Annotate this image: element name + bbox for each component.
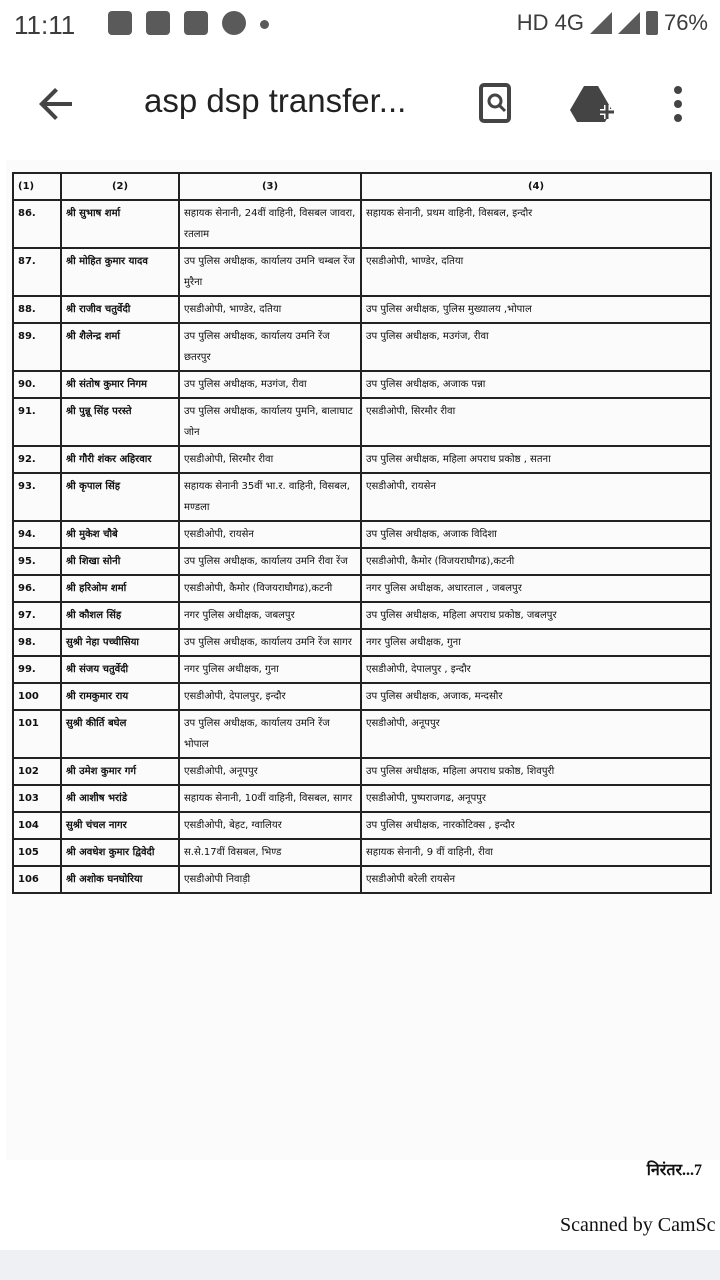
- signal-icon: [590, 12, 612, 34]
- table-row: [13, 521, 711, 548]
- table-row: [13, 323, 711, 371]
- cell-no: 89.: [13, 323, 61, 371]
- cell-no: 86.: [13, 200, 61, 248]
- cell-current: एसडीओपी, भाण्डेर, दतिया: [179, 296, 361, 323]
- cell-no: 95.: [13, 548, 61, 575]
- cell-name: सुश्री कीर्ति बघेल: [61, 710, 179, 758]
- cell-no: 97.: [13, 602, 61, 629]
- cell-new: सहायक सेनानी, 9 वीं वाहिनी, रीवा: [361, 839, 711, 866]
- status-bar: [0, 0, 720, 50]
- battery-icon: [646, 11, 658, 35]
- cell-no: 92.: [13, 446, 61, 473]
- cell-name: श्री कौशल सिंह: [61, 602, 179, 629]
- table-row: [13, 629, 711, 656]
- cell-new: उप पुलिस अधीक्षक, पुलिस मुख्यालय ,भोपाल: [361, 296, 711, 323]
- cell-current: एसडीओपी निवाड़ी: [179, 866, 361, 893]
- cell-name: श्री संजय चतुर्वेदी: [61, 656, 179, 683]
- cell-no: 93.: [13, 473, 61, 521]
- cell-current: उप पुलिस अधीक्षक, कार्यालय उमनि चम्बल रेंज मुरैना: [179, 248, 361, 296]
- add-to-drive-icon[interactable]: [566, 78, 618, 130]
- cell-name: श्री हरिओम शर्मा: [61, 575, 179, 602]
- cell-name: श्री शिखा सोनी: [61, 548, 179, 575]
- cell-name: श्री सुभाष शर्मा: [61, 200, 179, 248]
- back-arrow-icon[interactable]: [32, 80, 80, 128]
- column-header: (1): [13, 173, 61, 200]
- cell-no: 98.: [13, 629, 61, 656]
- cell-no: 105: [13, 839, 61, 866]
- cell-no: 101: [13, 710, 61, 758]
- table-row: [13, 785, 711, 812]
- app-bar: [0, 52, 720, 156]
- cell-name: श्री कृपाल सिंह: [61, 473, 179, 521]
- cell-new: सहायक सेनानी, प्रथम वाहिनी, विसबल, इन्दौर: [361, 200, 711, 248]
- more-notifications-icon: [260, 20, 269, 29]
- table-row: [13, 602, 711, 629]
- cell-current: एसडीओपी, सिरमौर रीवा: [179, 446, 361, 473]
- cell-current: सहायक सेनानी 35वीं भा.र. वाहिनी, विसबल, मण्डला: [179, 473, 361, 521]
- cell-current: एसडीओपी, देपालपुर, इन्दौर: [179, 683, 361, 710]
- cell-name: श्री शैलेन्द्र शर्मा: [61, 323, 179, 371]
- cell-no: 90.: [13, 371, 61, 398]
- status-time: 11:11: [14, 10, 76, 40]
- cell-name: श्री मुकेश चौबे: [61, 521, 179, 548]
- cell-new: एसडीओपी, सिरमौर रीवा: [361, 398, 711, 446]
- cell-current: एसडीओपी, बेहट, ग्वालियर: [179, 812, 361, 839]
- table-row: [13, 548, 711, 575]
- column-header: (2): [61, 173, 179, 200]
- network-type: HD 4G: [516, 10, 584, 35]
- cell-name: श्री रामकुमार राय: [61, 683, 179, 710]
- battery-percent: 76%: [663, 10, 708, 35]
- cell-current: उप पुलिस अधीक्षक, कार्यालय उमनि रेंज भोपाल: [179, 710, 361, 758]
- cell-new: एसडीओपी, भाण्डेर, दतिया: [361, 248, 711, 296]
- search-in-document-icon[interactable]: [470, 78, 522, 130]
- transfer-table: [12, 172, 712, 894]
- cell-name: श्री संतोष कुमार निगम: [61, 371, 179, 398]
- table-row: [13, 446, 711, 473]
- cell-current: उप पुलिस अधीक्षक, कार्यालय पुमनि, बालाघाट जोन: [179, 398, 361, 446]
- cell-current: सहायक सेनानी, 10वीं वाहिनी, विसबल, सागर: [179, 785, 361, 812]
- system-icons: [517, 10, 708, 36]
- cell-name: श्री अवधेश कुमार द्विवेदी: [61, 839, 179, 866]
- cell-name: श्री गौरी शंकर अहिरवार: [61, 446, 179, 473]
- cell-name: सुश्री चंचल नागर: [61, 812, 179, 839]
- table-row: [13, 248, 711, 296]
- cell-no: 96.: [13, 575, 61, 602]
- cell-no: 106: [13, 866, 61, 893]
- cell-name: सुश्री नेहा पच्चीसिया: [61, 629, 179, 656]
- youtube-icon: [184, 11, 208, 35]
- table-row: [13, 656, 711, 683]
- video-icon: [146, 11, 170, 35]
- cell-current: उप पुलिस अधीक्षक, कार्यालय उमनि रेंज छतरपुर: [179, 323, 361, 371]
- cell-name: श्री मोहित कुमार यादव: [61, 248, 179, 296]
- cell-current: उप पुलिस अधीक्षक, मउगंज, रीवा: [179, 371, 361, 398]
- table-row: [13, 758, 711, 785]
- cell-new: उप पुलिस अधीक्षक, अजाक पन्ना: [361, 371, 711, 398]
- more-options-icon[interactable]: [652, 78, 704, 130]
- cell-no: 102: [13, 758, 61, 785]
- messenger-icon: [222, 11, 246, 35]
- table-row: [13, 866, 711, 893]
- cell-new: एसडीओपी, देपालपुर , इन्दौर: [361, 656, 711, 683]
- cell-no: 88.: [13, 296, 61, 323]
- cell-current: उप पुलिस अधीक्षक, कार्यालय उमनि रेंज सागर: [179, 629, 361, 656]
- cell-current: स.से.17वीं विसबल, भिण्ड: [179, 839, 361, 866]
- cell-new: एसडीओपी बरेली रायसेन: [361, 866, 711, 893]
- cell-current: एसडीओपी, अनूपपुर: [179, 758, 361, 785]
- column-header: (3): [179, 173, 361, 200]
- notification-icons: [108, 11, 269, 35]
- cell-name: श्री अशोक घनघोरिया: [61, 866, 179, 893]
- table-row: [13, 398, 711, 446]
- signal-2-icon: [618, 12, 640, 34]
- table-row: [13, 683, 711, 710]
- table-row: [13, 371, 711, 398]
- cell-no: 100: [13, 683, 61, 710]
- cell-new: उप पुलिस अधीक्षक, अजाक, मन्दसौर: [361, 683, 711, 710]
- table-row: [13, 812, 711, 839]
- cell-current: एसडीओपी, रायसेन: [179, 521, 361, 548]
- cell-no: 99.: [13, 656, 61, 683]
- cell-name: श्री पुन्नू सिंह परस्ते: [61, 398, 179, 446]
- cell-new: उप पुलिस अधीक्षक, महिला अपराध प्रकोष्ठ, शिवपुरी: [361, 758, 711, 785]
- bottom-area: [0, 1250, 720, 1280]
- scanner-watermark: Scanned by CamSc: [560, 1214, 716, 1236]
- cell-no: 94.: [13, 521, 61, 548]
- cell-new: एसडीओपी, कैमोर (विजयराघौगढ),कटनी: [361, 548, 711, 575]
- cell-name: श्री आशीष भरांडे: [61, 785, 179, 812]
- document-title: asp dsp transfer...: [144, 82, 407, 119]
- cell-current: एसडीओपी, कैमोर (विजयराघौगढ),कटनी: [179, 575, 361, 602]
- cell-current: सहायक सेनानी, 24वीं वाहिनी, विसबल जावरा, रतलाम: [179, 200, 361, 248]
- cell-new: उप पुलिस अधीक्षक, अजाक विदिशा: [361, 521, 711, 548]
- table-row: [13, 296, 711, 323]
- cell-no: 87.: [13, 248, 61, 296]
- cell-new: उप पुलिस अधीक्षक, नारकोटिक्स , इन्दौर: [361, 812, 711, 839]
- cell-new: एसडीओपी, रायसेन: [361, 473, 711, 521]
- cell-no: 104: [13, 812, 61, 839]
- cell-current: नगर पुलिस अधीक्षक, जबलपुर: [179, 602, 361, 629]
- cell-new: नगर पुलिस अधीक्षक, अधारताल , जबलपुर: [361, 575, 711, 602]
- scanned-document-page: [6, 160, 720, 1179]
- cell-new: उप पुलिस अधीक्षक, महिला अपराध प्रकोष्ठ, जबलपुर: [361, 602, 711, 629]
- cell-name: श्री उमेश कुमार गर्ग: [61, 758, 179, 785]
- cell-new: एसडीओपी, पुष्पराजगढ, अनूपपुर: [361, 785, 711, 812]
- table-row: [13, 710, 711, 758]
- table-row: [13, 575, 711, 602]
- table-row: [13, 473, 711, 521]
- table-body: [13, 200, 711, 893]
- cell-new: उप पुलिस अधीक्षक, महिला अपराध प्रकोष्ठ , सतना: [361, 446, 711, 473]
- cell-new: उप पुलिस अधीक्षक, मउगंज, रीवा: [361, 323, 711, 371]
- cell-new: एसडीओपी, अनूपपुर: [361, 710, 711, 758]
- cell-current: नगर पुलिस अधीक्षक, गुना: [179, 656, 361, 683]
- table-row: [13, 839, 711, 866]
- cell-new: नगर पुलिस अधीक्षक, गुना: [361, 629, 711, 656]
- cell-no: 103: [13, 785, 61, 812]
- gallery-icon: [108, 11, 132, 35]
- column-header: (4): [361, 173, 711, 200]
- cell-no: 91.: [13, 398, 61, 446]
- continued-label: निरंतर...7: [646, 1162, 702, 1179]
- table-row: [13, 200, 711, 248]
- cell-name: श्री राजीव चतुर्वेदी: [61, 296, 179, 323]
- table-header-row: [13, 173, 711, 200]
- cell-current: उप पुलिस अधीक्षक, कार्यालय उमनि रीवा रेंज: [179, 548, 361, 575]
